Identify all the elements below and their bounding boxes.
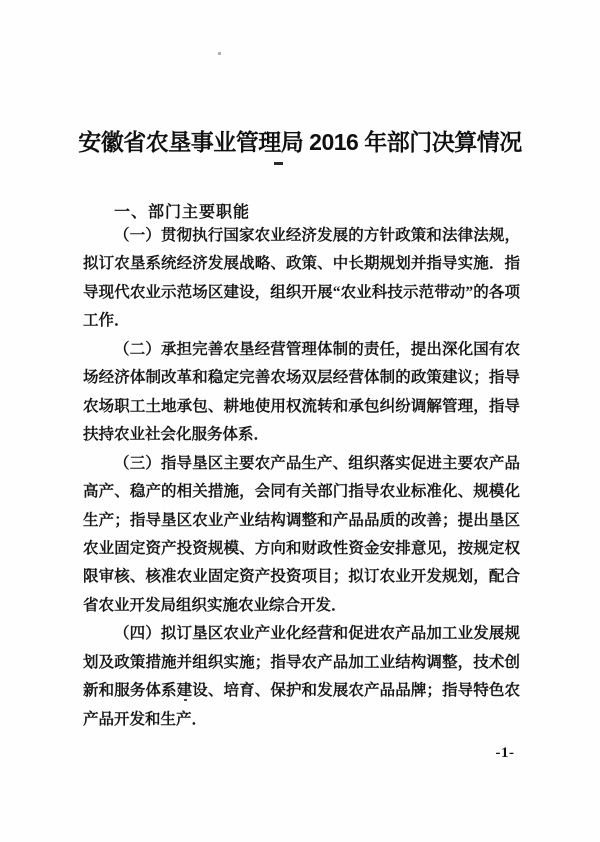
document-title: 安徽省农垦事业管理局 2016 年部门决算情况 [78,129,522,155]
paragraph-4: （四）拟订垦区农业产业化经营和促进农产品加工业发展规划及政策措施并组织实施；指导农产品加工业结构调整，技术创新和服务体系建设、培育、保护和发展农产品品牌；指导特色农产品开发和生产． [83,625,520,728]
scan-artifact-dot [184,699,187,701]
document-body [83,222,520,734]
title-underline-dash [274,162,283,165]
paragraph-3: （三）指导垦区主要农产品生产、组织落实促进主要农产品高产、稳产的相关措施，会同有关部门指导农业标准化、规模化生产；指导垦区农业产业结构调整和产品品质的改善；提出垦区农业固定资产投资规模、方向和财政性资金安排意见，按规定权限审核、核准农业固定资产投资项目；拟订农业开发规划，配合省农业开发局组织实施农业综合开发． [83,454,520,614]
paragraph-1: （一）贯彻执行国家农业经济发展的方针政策和法律法规，拟订农垦系统经济发展战略、政策、中长期规划并指导实施．指导现代农业示范场区建设，组织开展“农业科技示范带动”的各项工作． [83,227,520,330]
page-number: -1- [495,745,515,761]
paragraph-2: （二）承担完善农垦经营管理体制的责任，提出深化国有农场经济体制改革和稳定完善农场双层经营体制的政策建议；指导农场职工土地承包、耕地使用权流转和承包纠纷调解管理，指导扶持农业社会化服务体系． [83,340,520,444]
scan-artifact-speck [218,52,221,55]
section-heading: 一、部门主要职能 [114,204,251,221]
